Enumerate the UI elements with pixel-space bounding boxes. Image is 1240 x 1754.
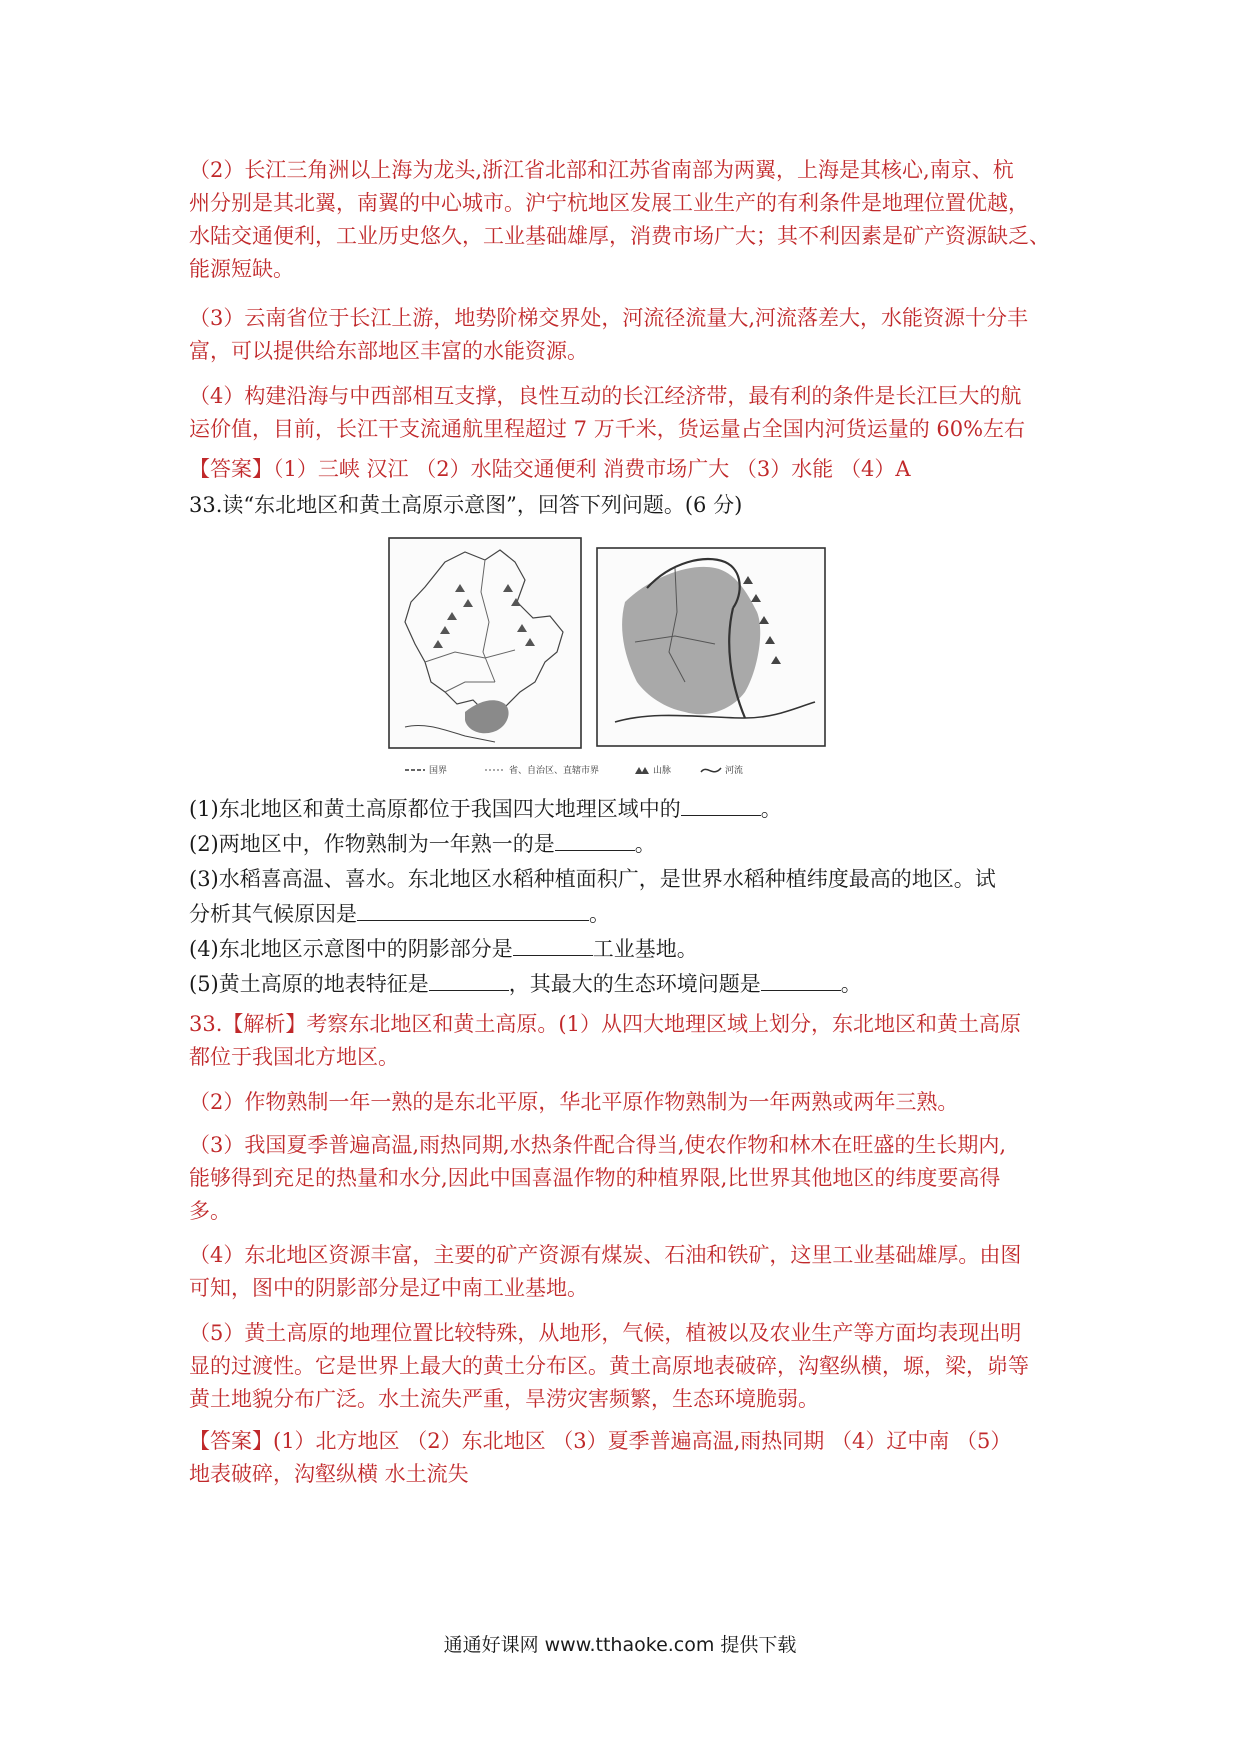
answer-line: （3）云南省位于长江上游，地势阶梯交界处，河流径流量大,河流落差大，水能资源十分丰 <box>189 306 1029 330</box>
question-4 <box>189 934 1069 964</box>
map-figure <box>385 532 871 782</box>
question-text: 。 <box>760 797 782 821</box>
question-text: (1)东北地区和黄土高原都位于我国四大地理区域中的 <box>189 797 681 821</box>
answer-line: 能源短缺。 <box>189 257 294 281</box>
question-1 <box>189 794 1069 824</box>
answer-blank[interactable] <box>357 900 589 921</box>
legend-border-label: 国界 <box>429 766 448 776</box>
answer-key-line: 【答案】(1）北方地区 （2）东北地区 （3）夏季普遍高温,雨热同期 （4）辽中南 （5） <box>189 1429 1012 1453</box>
answer-line: （2）长江三角洲以上海为龙头,浙江省北部和江苏省南部为两翼，上海是其核心,南京、杭 <box>189 158 1014 182</box>
question-text: (2)两地区中，作物熟制为一年熟一的是 <box>189 832 555 856</box>
question-text: 。 <box>634 832 656 856</box>
question-text: 。 <box>589 902 610 926</box>
answer-line: 富，可以提供给东部地区丰富的水能资源。 <box>189 339 588 363</box>
answer-blank[interactable] <box>555 830 635 851</box>
legend-province-label: 省、自治区、直辖市界 <box>509 766 600 776</box>
question-text: (3)水稻喜高温、喜水。东北地区水稻种植面积广，是世界水稻种植纬度最高的地区。试 <box>189 867 996 891</box>
answer-line: 运价值，目前，长江干支流通航里程超过 7 万千米，货运量占全国内河货运量的 60%左右 <box>189 417 1026 441</box>
legend-mountain-label: 山脉 <box>653 766 672 776</box>
question-text: 分析其气候原因是 <box>189 902 357 926</box>
question-text: (5)黄土高原的地表特征是 <box>189 972 429 996</box>
legend-river-label: 河流 <box>725 766 744 776</box>
analysis-line: （2）作物熟制一年一熟的是东北平原，华北平原作物熟制为一年两熟或两年三熟。 <box>189 1090 959 1114</box>
analysis-line: 显的过渡性。它是世界上最大的黄土分布区。黄土高原地表破碎，沟壑纵横，塬，梁，峁等 <box>189 1354 1029 1378</box>
answer-line: 水陆交通便利，工业历史悠久，工业基础雄厚，消费市场广大；其不利因素是矿产资源缺乏、 <box>189 224 1050 248</box>
analysis-line: （4）东北地区资源丰富，主要的矿产资源有煤炭、石油和铁矿，这里工业基础雄厚。由图 <box>189 1243 1022 1267</box>
analysis-line: 黄土地貌分布广泛。水土流失严重，旱涝灾害频繁，生态环境脆弱。 <box>189 1387 819 1411</box>
answer-blank[interactable] <box>681 795 761 816</box>
answer-line: （4）构建沿海与中西部相互支撑，良性互动的长江经济带，最有利的条件是长江巨大的航 <box>189 384 1022 408</box>
answer-blank[interactable] <box>429 970 509 991</box>
page-footer: 通通好课网 www.tthaoke.com 提供下载 <box>443 1634 797 1656</box>
question-text: (4)东北地区示意图中的阴影部分是 <box>189 937 513 961</box>
analysis-line: 能够得到充足的热量和水分,因此中国喜温作物的种植界限,比世界其他地区的纬度要高得 <box>189 1166 1001 1190</box>
analysis-line: （5）黄土高原的地理位置比较特殊，从地形，气候，植被以及农业生产等方面均表现出明 <box>189 1321 1022 1345</box>
question-text: ，其最大的生态环境问题是 <box>508 972 761 996</box>
analysis-line: 都位于我国北方地区。 <box>189 1045 399 1069</box>
question-3 <box>189 864 1069 894</box>
analysis-line: 多。 <box>189 1199 231 1223</box>
analysis-line: （3）我国夏季普遍高温,雨热同期,水热条件配合得当,使农作物和林木在旺盛的生长期内, <box>189 1133 1007 1157</box>
northeast-map <box>389 538 581 748</box>
answer-line: 州分别是其北翼，南翼的中心城市。沪宁杭地区发展工业生产的有利条件是地理位置优越， <box>189 191 1029 215</box>
answer-blank[interactable] <box>761 970 841 991</box>
answer-key-line: 【答案】（1）三峡 汉江 （2）水陆交通便利 消费市场广大 （3）水能 （4）A <box>189 457 911 481</box>
analysis-line: 可知，图中的阴影部分是辽中南工业基地。 <box>189 1276 588 1300</box>
answer-blank[interactable] <box>513 935 593 956</box>
question-text: 工业基地。 <box>592 937 698 961</box>
analysis-line: 33.【解析】考察东北地区和黄土高原。(1）从四大地理区域上划分，东北地区和黄土高原 <box>189 1012 1021 1036</box>
answer-key-line: 地表破碎，沟壑纵横 水土流失 <box>189 1462 469 1486</box>
question-5 <box>189 969 1069 999</box>
question-3-cont <box>189 899 1069 929</box>
question-title: 33.读“东北地区和黄土高原示意图”，回答下列问题。(6 分) <box>189 493 743 517</box>
question-2 <box>189 829 1069 859</box>
question-text: 。 <box>840 972 862 996</box>
loess-plateau-map <box>597 548 825 746</box>
